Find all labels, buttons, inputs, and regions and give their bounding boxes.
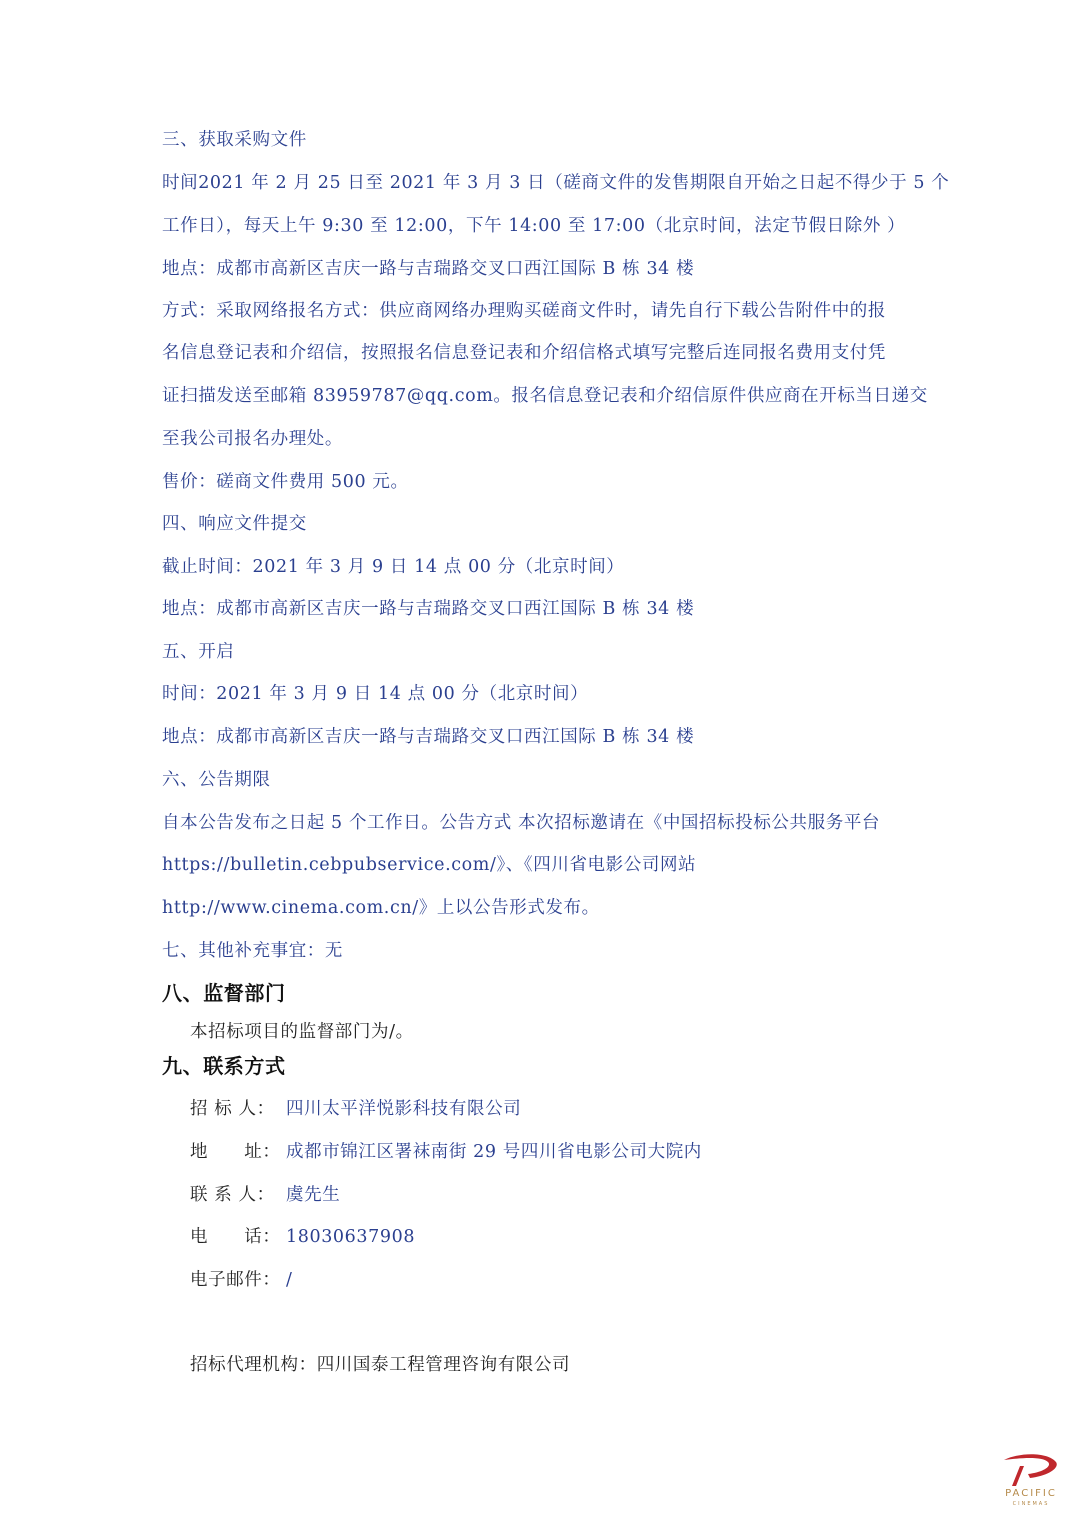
contact-label: 电子邮件： [190,1270,281,1290]
section3-method-line2: 名信息登记表和介绍信，按照报名信息登记表和介绍信格式填写完整后连同报名费用支付凭 [162,343,886,363]
section5-time: 时间：2021 年 3 月 9 日 14 点 00 分（北京时间） [162,684,589,704]
contact-value: 虞先生 [286,1185,341,1205]
contact-label: 地 址： [190,1142,281,1162]
section5-title: 五、开启 [162,642,235,662]
logo-text: PACIFIC [1005,1488,1057,1499]
section3-price: 售价：磋商文件费用 500 元。 [162,472,409,492]
contact-value: 四川太平洋悦影科技有限公司 [286,1099,522,1119]
section6-title: 六、公告期限 [162,770,271,790]
contact-value: / [286,1270,293,1290]
section7-title: 七、其他补充事宜：无 [162,941,343,961]
contact-row-tenderer [190,1097,521,1121]
contact-value: 18030637908 [286,1227,416,1247]
section5-location: 地点：成都市高新区吉庆一路与吉瑞路交叉口西江国际 B 栋 34 楼 [162,727,695,747]
section3-title: 三、获取采购文件 [162,130,307,150]
section6-line1: 自本公告发布之日起 5 个工作日。公告方式 本次招标邀请在《中国招标投标公共服务平台 [162,813,881,833]
section8-title: 八、监督部门 [162,981,286,1005]
logo-subtext: CINEMAS [1012,1501,1050,1507]
contact-row-email [190,1268,293,1292]
agency-line: 招标代理机构：四川国泰工程管理咨询有限公司 [190,1355,571,1375]
section6-line3: http://www.cinema.com.cn/》上以公告形式发布。 [162,898,600,918]
section6-line2: https://bulletin.cebpubservice.com/》、《四川省电影公司网站 [162,855,697,875]
contact-row-address [190,1140,702,1164]
section4-location: 地点：成都市高新区吉庆一路与吉瑞路交叉口西江国际 B 栋 34 楼 [162,599,695,619]
section3-method-line1: 方式：采取网络报名方式：供应商网络办理购买磋商文件时，请先自行下载公告附件中的报 [162,301,886,321]
contact-label: 联 系 人： [190,1185,275,1205]
section3-method-line3: 证扫描发送至邮箱 83959787@qq.com。报名信息登记表和介绍信原件供应商在开标当日递交 [162,386,928,406]
section3-time-line1: 时间2021 年 2 月 25 日至 2021 年 3 月 3 日（磋商文件的发售期限自开始之日起不得少于 5 个 [162,173,950,193]
section9-title: 九、联系方式 [162,1054,286,1078]
contact-row-phone [190,1225,415,1249]
section4-title: 四、响应文件提交 [162,514,307,534]
contact-label: 电 话： [190,1227,281,1247]
logo-swoosh-icon [990,1452,1072,1488]
section3-location: 地点：成都市高新区吉庆一路与吉瑞路交叉口西江国际 B 栋 34 楼 [162,259,695,279]
section3-time-line2: 工作日），每天上午 9:30 至 12:00，下午 14:00 至 17:00（北京时间，法定节假日除外 ） [162,216,906,236]
section4-deadline: 截止时间：2021 年 3 月 9 日 14 点 00 分（北京时间） [162,557,625,577]
contact-value: 成都市锦江区署袜南街 29 号四川省电影公司大院内 [286,1142,702,1162]
section8-body: 本招标项目的监督部门为/。 [190,1022,414,1042]
contact-row-person [190,1183,340,1207]
contact-label: 招 标 人： [190,1099,275,1119]
section3-method-line4: 至我公司报名办理处。 [162,429,343,449]
pacific-cinemas-logo [990,1452,1072,1512]
